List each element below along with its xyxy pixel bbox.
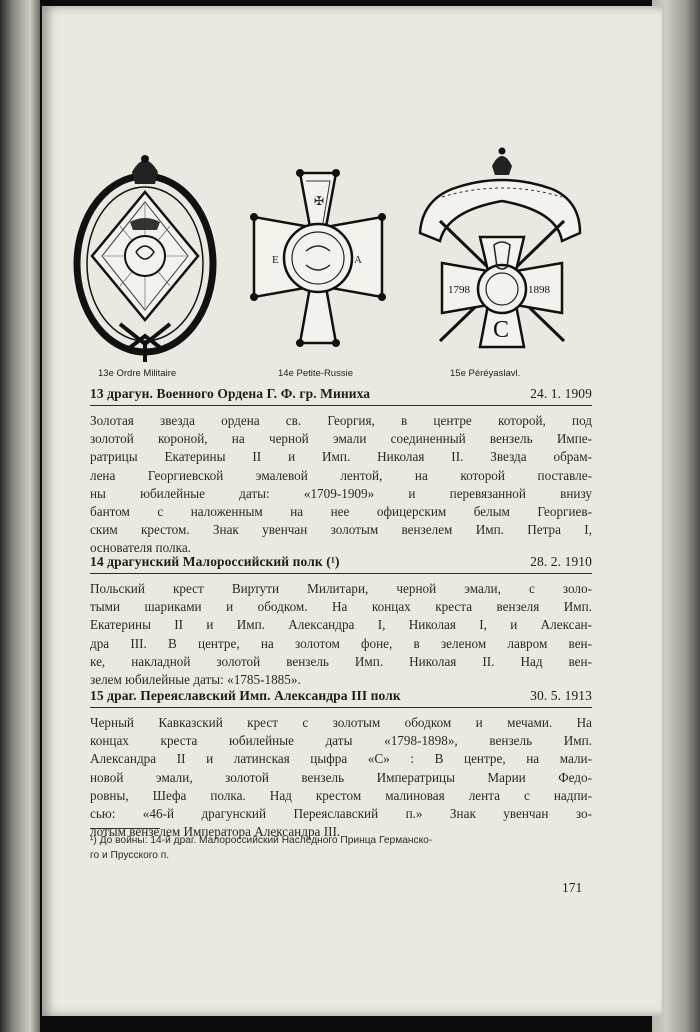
text-line: ке, накладной золотой вензель Имп. Николая II. Над вен- <box>90 653 592 669</box>
entry-14-date: 28. 2. 1910 <box>530 554 592 569</box>
entry-14 <box>90 554 592 689</box>
entry-15-date: 30. 5. 1913 <box>530 688 592 703</box>
text-line: ны юбилейные даты: «1709-1909» и перевязанной внизу <box>90 485 592 501</box>
entry-15 <box>90 688 592 841</box>
text-line: ским крестом. Знак увенчан золотым вензелем Имп. Петра I, <box>90 522 592 538</box>
text-line: сью: «46-й драгунский Переяславский п.» Знак увенчан зо- <box>90 806 592 822</box>
text-line: новой эмали, золотой вензель Императрицы Марии Федо- <box>90 769 592 785</box>
emblem-letter: C <box>493 317 510 343</box>
entry-15-heading <box>90 688 592 708</box>
text-line: бантом с наложенным на нее офицерским белым Георгиев- <box>90 504 592 520</box>
emblem-15-cross <box>412 141 587 366</box>
svg-text:✠: ✠ <box>314 194 325 208</box>
entry-13-title: 13 драгун. Военного Ордена Г. Ф. гр. Миниха <box>90 386 371 401</box>
text-line: концах креста юбилейные даты «1798-1898», вензель Имп. <box>90 733 592 749</box>
text-line: Александра II и латинская цыфра «С» : В центре, на мали- <box>90 751 592 767</box>
emblem-13-badge <box>70 144 220 366</box>
text-line: ровны, Шефа полка. Над крестом малиновая лента с надпи- <box>90 787 592 803</box>
emblem-date-right: 1898 <box>528 284 550 296</box>
svg-text:E: E <box>272 254 279 266</box>
entry-14-title: 14 драгунский Малороссийский полк (¹) <box>90 554 340 569</box>
text-line: основателя полка. <box>90 540 191 556</box>
entry-13 <box>90 386 592 558</box>
entry-14-heading <box>90 554 592 574</box>
footnote-line: го и Прусского п. <box>90 850 170 861</box>
entry-13-date: 24. 1. 1909 <box>530 386 592 401</box>
text-line: Золотая звезда ордена св. Георгия, в центре которой, под <box>90 413 592 428</box>
text-line: ратрицы Екатерины II и Имп. Николая II. Звезда обрам- <box>90 449 592 465</box>
text-line: золотой короной, на черной эмали соединенный вензель Импе- <box>90 431 592 447</box>
emblem-14-cross <box>232 169 404 347</box>
caption-emblem-14: 14e Petite-Russie <box>278 368 353 379</box>
footnote-divider <box>90 828 160 829</box>
book-page <box>42 6 662 1016</box>
entry-13-text <box>90 412 592 558</box>
entry-14-text <box>90 580 592 689</box>
caption-emblem-15: 15e Péréyaslavl. <box>450 368 521 379</box>
emblem-date-left: 1798 <box>448 284 470 296</box>
text-line: Польский крест Виртути Милитари, черной эмали, с золо- <box>90 581 592 596</box>
text-line: тыми шариками и ободком. На концах креста вензеля Имп. <box>90 599 592 615</box>
footnote-line: ¹) До войны: 14-й драг. Малороссийский Наследного Принца Германско- <box>90 835 433 846</box>
text-line: лотым вензелем Императора Александра III. <box>90 824 341 840</box>
text-line: зелем юбилейные даты: «1785-1885». <box>90 672 301 688</box>
text-line: Черный Кавказский крест с золотым ободком и мечами. На <box>90 715 592 730</box>
text-line: лена Георгиевской эмалевой лентой, на которой поставле- <box>90 467 592 483</box>
caption-emblem-13: 13e Ordre Militaire <box>98 368 177 379</box>
text-line: Екатерины II и Имп. Александра I, Николая I, и Алексан- <box>90 617 592 633</box>
entry-13-heading <box>90 386 592 406</box>
footnote <box>90 833 592 863</box>
left-page-edge <box>0 0 40 1032</box>
svg-text:A: A <box>354 254 362 266</box>
entry-15-title: 15 драг. Переяславский Имп. Александра III полк <box>90 688 401 703</box>
page-number: 171 <box>562 880 583 895</box>
entry-15-text <box>90 714 592 841</box>
text-line: дра III. В центре, на золотом фоне, в зеленом лавром вен- <box>90 635 592 651</box>
